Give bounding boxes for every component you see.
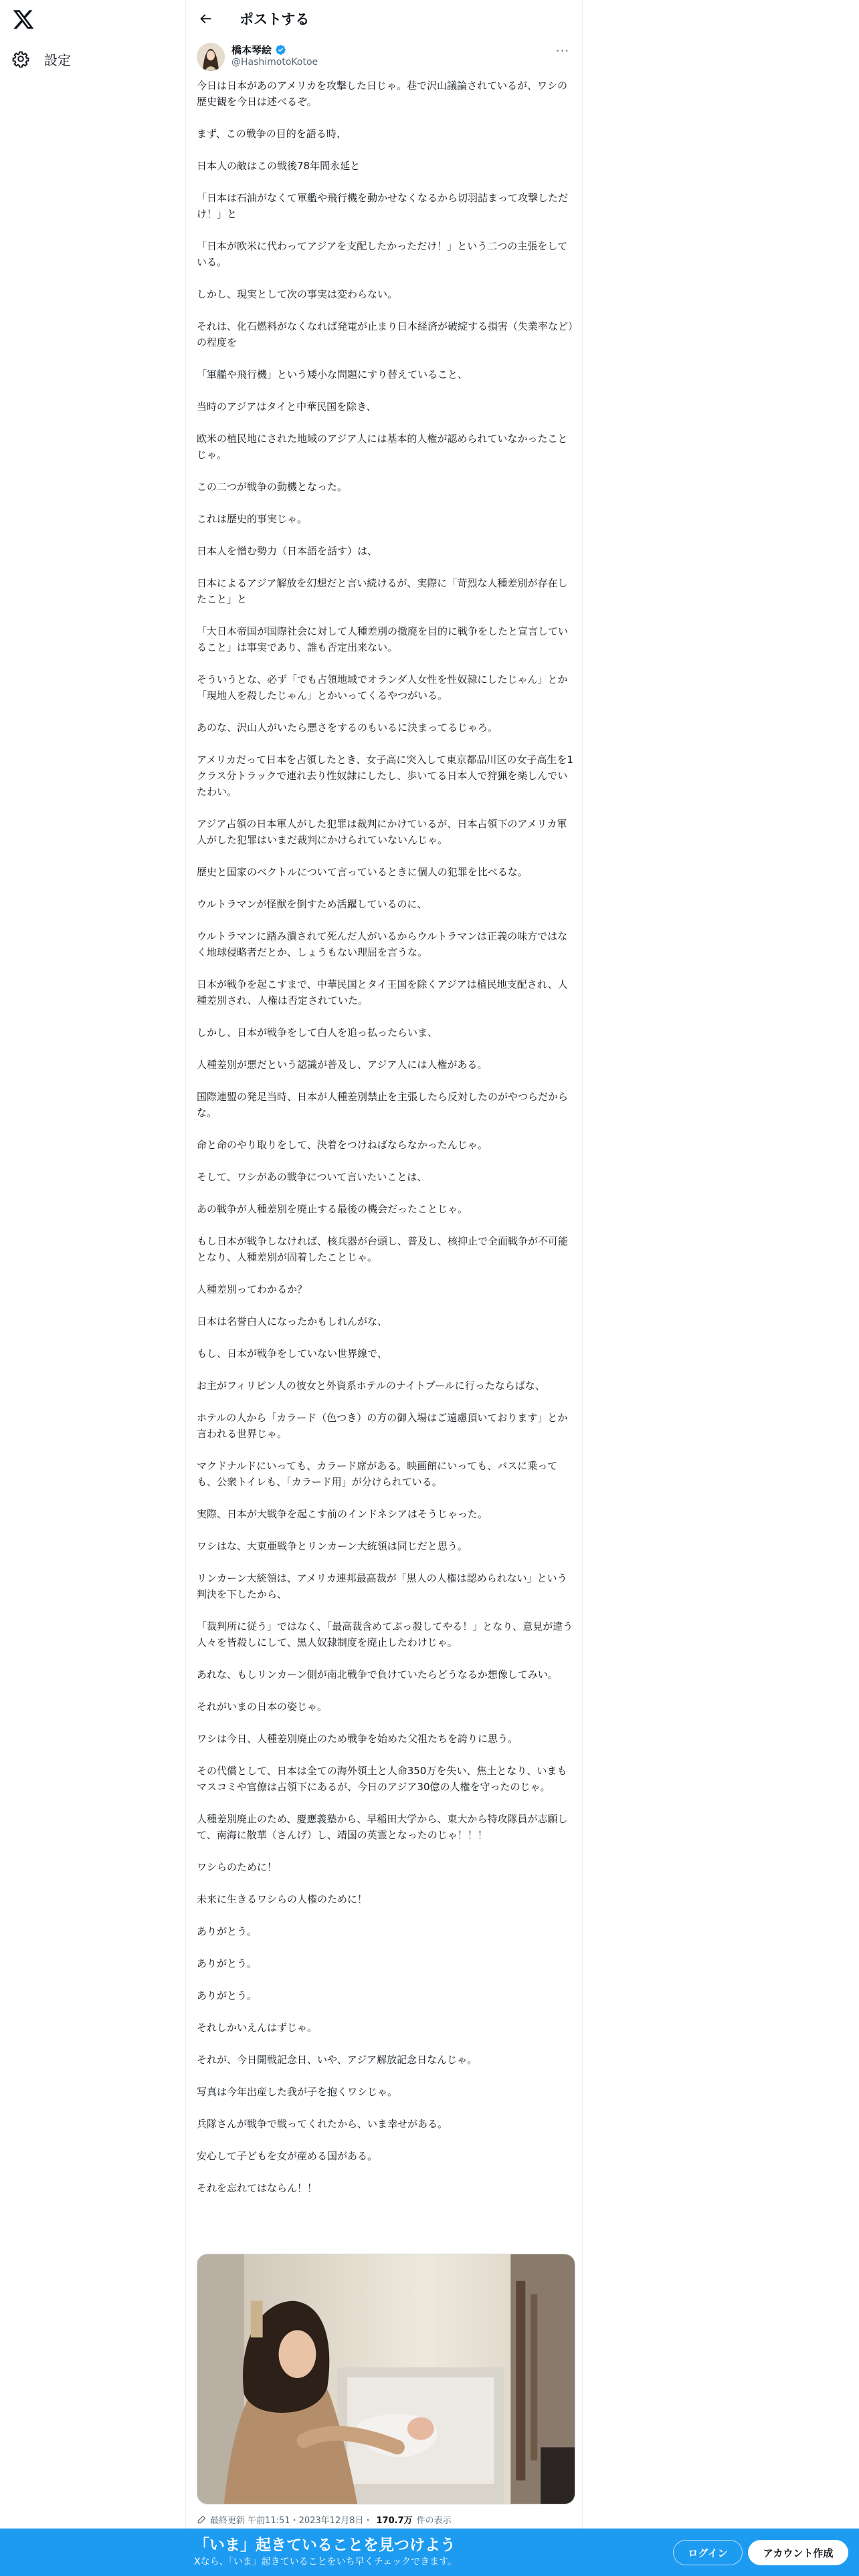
back-button[interactable] <box>195 9 215 29</box>
post-paragraph: お主がフィリピン人の彼女と外資系ホテルのナイトプールに行ったならばな、 <box>197 1380 545 1392</box>
post-paragraph: もし、日本が戦争をしていない世界線で、 <box>197 1348 387 1360</box>
settings-label: 設定 <box>44 51 71 68</box>
post-paragraph: まず、この戦争の目的を語る時、 <box>197 128 347 140</box>
post-paragraph: そして、ワシがあの戦争について言いたいことは、 <box>197 1171 427 1183</box>
post-paragraph: 「軍艦や飛行機」という矮小な問題にすり替えていること、 <box>197 368 468 381</box>
post-text <box>197 78 575 2212</box>
post-paragraph: ワシはな、大東亜戦争とリンカーン大統領は同じだと思う。 <box>197 1540 468 1552</box>
post-paragraph: リンカーン大統領は、アメリカ連邦最高裁が「黒人の人権は認められない」という判決を下したから、 <box>197 1572 567 1600</box>
post-paragraph: ホテルの人から「カラード（色つき）の方の御入場はご遠慮頂いております」とか言われる世界じゃ。 <box>197 1412 568 1440</box>
post-paragraph: 日本によるアジア解放を幻想だと言い続けるが、実際に「苛烈な人種差別が存在したこと」と <box>197 577 568 605</box>
post-paragraph: 「大日本帝国が国際社会に対して人種差別の撤廃を目的に戦争をしたと宣言していること」は事実であり、誰も否定出来ない。 <box>197 625 569 653</box>
signup-button[interactable]: アカウント作成 <box>748 2540 848 2565</box>
banner-subtitle: Xなら、「いま」起きていることをいち早くチェックできます。 <box>194 2557 458 2567</box>
post-paragraph: それを忘れてはならん！！ <box>197 2182 318 2194</box>
post-paragraph: 未来に生きるワシらの人権のために！ <box>197 1893 368 1905</box>
post-paragraph: 兵隊さんが戦争で戦ってくれたから、いま幸せがある。 <box>197 2118 448 2130</box>
post-paragraph: アジア占領の日本軍人がした犯罪は裁判にかけているが、日本占領下のアメリカ軍人がした犯罪はいまだ裁判にかけられていないんじゃ。 <box>197 818 567 846</box>
login-button[interactable]: ログイン <box>673 2540 743 2565</box>
post-paragraph: しかし、現実として次の事実は変わらない。 <box>197 288 398 300</box>
post-author <box>197 43 573 72</box>
post-paragraph: 「裁判所に従う」ではなく、「最高裁含めてぶっ殺してやる！」となり、意見が違う人々を皆殺しにして、黒人奴隷制度を廃止したわけじゃ。 <box>197 1620 573 1648</box>
edit-pen-icon <box>197 2515 206 2525</box>
page-title: ポストする <box>240 11 310 27</box>
post-paragraph: それが、今日開戦記念日、いや、アジア解放記念日なんじゃ。 <box>197 2054 478 2066</box>
post-paragraph: ウルトラマンが怪獣を倒すため活躍しているのに、 <box>197 898 427 910</box>
post-paragraph: それは、化石燃料がなくなれば発電が止まり日本経済が破綻する損害（失業率など）の程度を <box>197 320 573 348</box>
post-paragraph: 歴史と国家のベクトルについて言っているときに個人の犯罪を比べるな。 <box>197 866 528 878</box>
post-paragraph: ワシらのために！ <box>197 1861 278 1873</box>
post-paragraph: 日本は名誉白人になったかもしれんがな、 <box>197 1315 388 1327</box>
post-paragraph: あの戦争が人種差別を廃止する最後の機会だったことじゃ。 <box>197 1203 468 1215</box>
avatar[interactable] <box>197 43 225 71</box>
post-paragraph: あのな、沢山人がいたら悪さをするのもいるに決まってるじゃろ。 <box>197 722 498 734</box>
post-paragraph: あれな、もしリンカーン側が南北戦争で負けていたらどうなるか想像してみい。 <box>197 1669 558 1681</box>
post-paragraph: 人種差別ってわかるか？ <box>197 1283 308 1295</box>
verified-badge-icon <box>275 44 286 56</box>
post-paragraph: 日本が戦争を起こすまで、中華民国とタイ王国を除くアジアは植民地支配され、人種差別され、人権は否定されていた。 <box>197 978 568 1006</box>
author-name[interactable]: 橋本琴絵 <box>231 44 272 56</box>
post-paragraph: マクドナルドにいっても、カラード席がある。映画館にいっても、バスに乗っても、公衆トイレも、「カラード用」が分けられている。 <box>197 1460 558 1488</box>
post-paragraph: しかし、日本が戦争をして白人を追っ払ったらいま、 <box>197 1027 438 1039</box>
post-paragraph: その代償として、日本は全ての海外領土と人命350万を失い、焦土となり、いまもマスコミや官僚は占領下にあるが、今日のアジア30億の人権を守ったのじゃ。 <box>197 1765 567 1793</box>
post-paragraph: 人種差別が悪だという認識が普及し、アジア人には人権がある。 <box>197 1059 488 1071</box>
x-logo-icon[interactable] <box>12 8 35 31</box>
post-paragraph: それしかいえんはずじゃ。 <box>197 2022 318 2034</box>
author-handle[interactable]: @HashimotoKotoe <box>231 57 318 68</box>
post-paragraph: 「日本が欧米に代わってアジアを支配したかっただけ！」という二つの主張をしている。 <box>197 240 568 268</box>
post-paragraph: ありがとう。 <box>197 1990 258 2002</box>
left-navigation <box>0 0 185 2576</box>
post-paragraph: 命と命のやり取りをして、決着をつけねばならなかったんじゃ。 <box>197 1139 488 1151</box>
post-paragraph: 今日は日本があのアメリカを攻撃した日じゃ。巷で沢山議論されているが、ワシの歴史観を今日は述べるぞ。 <box>197 80 567 108</box>
post-paragraph: 人種差別廃止のため、慶應義塾から、早稲田大学から、東大から特攻隊員が志願して、南海に散華（さんげ）し、靖国の英霊となったのじゃ！！！ <box>197 1813 568 1841</box>
photo-mother-baby-image <box>197 2254 575 2504</box>
post-timestamp[interactable]: 最終更新 午前11:51・2023年12月8日・ <box>210 2516 373 2526</box>
post-paragraph: それがいまの日本の姿じゃ。 <box>197 1701 328 1713</box>
post-paragraph: 日本人を憎む勢力（日本語を話す）は、 <box>197 545 378 557</box>
post-paragraph: 欧米の植民地にされた地域のアジア人には基本的人権が認められていなかったことじゃ。 <box>197 433 568 461</box>
views-label: 件の表示 <box>416 2516 452 2526</box>
post-meta <box>197 2513 452 2526</box>
post-paragraph: ありがとう。 <box>197 1957 258 1969</box>
post-paragraph: 実際、日本が大戦争を起こす前のインドネシアはそうじゃった。 <box>197 1508 488 1520</box>
post-photo[interactable] <box>197 2254 575 2504</box>
post-paragraph: ワシは今日、人種差別廃止のため戦争を始めた父祖たちを誇りに思う。 <box>197 1733 518 1745</box>
main-column <box>185 0 583 2576</box>
views-count: 170.7万 <box>376 2516 413 2526</box>
post-paragraph: 日本人の敵はこの戦後78年間永延と <box>197 160 361 172</box>
gear-icon <box>12 50 29 68</box>
post-paragraph: 「日本は石油がなくて軍艦や飛行機を動かせなくなるから切羽詰まって攻撃しただけ！」と <box>197 192 569 220</box>
settings-nav-item[interactable] <box>12 44 71 74</box>
arrow-left-icon <box>198 11 213 26</box>
post-paragraph: 国際連盟の発足当時、日本が人種差別禁止を主張したら反対したのがやつらだからな。 <box>197 1091 569 1119</box>
header-bar <box>186 0 583 37</box>
post-paragraph: もし日本が戦争しなければ、核兵器が台頭し、普及し、核抑止で全面戦争が不可能となり、人種差別が固着したことじゃ。 <box>197 1235 569 1263</box>
post-paragraph: ウルトラマンに踏み潰されて死んだ人がいるからウルトラマンは正義の味方ではなく地球侵略者だとか、しょうもない理屈を言うな。 <box>197 930 568 958</box>
post-paragraph: 写真は今年出産した我が子を抱くワシじゃ。 <box>197 2086 398 2098</box>
more-dots-icon[interactable]: ··· <box>555 43 570 58</box>
post-paragraph: ありがとう。 <box>197 1925 258 1937</box>
signup-banner <box>0 2529 859 2576</box>
post-paragraph: そういうとな、必ず「でも占領地域でオランダ人女性を性奴隷にしたじゃん」とか「現地人を殺したじゃん」とかいってくるやつがいる。 <box>197 673 568 702</box>
post-paragraph: 安心して子どもを女が産める国がある。 <box>197 2150 378 2162</box>
post-paragraph: アメリカだって日本を占領したとき、女子高に突入して東京都品川区の女子高生を1クラス分トラックで連れ去り性奴隷にしたし、歩いてる日本人で狩猟を楽しんでいたわい。 <box>197 754 573 798</box>
post-paragraph: 当時のアジアはタイと中華民国を除き、 <box>197 401 377 413</box>
post-paragraph: これは歴史的事実じゃ。 <box>197 513 308 525</box>
post-paragraph: この二つが戦争の動機となった。 <box>197 481 348 493</box>
banner-title: 「いま」起きていることを見つけよう <box>194 2537 456 2554</box>
